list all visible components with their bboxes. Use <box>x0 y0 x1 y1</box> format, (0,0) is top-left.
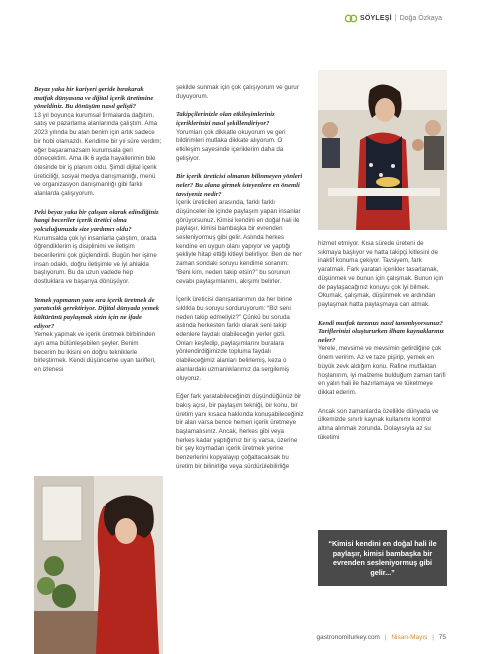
question-2: Peki beyaz yaka bir çalışan olarak edindiğiniz hangi beceriler içerik üretici olma yolculuğunuzda size yardımcı oldu? <box>34 208 159 233</box>
question-1: Beyaz yaka bir kariyeri geride bırakarak mutfak dünyasına ve dijital içerik üretimine yöneldiniz. Bu dönüşüm nasıl gelişti? <box>34 86 154 111</box>
footer-site: gastronomiturkey.com <box>316 634 380 641</box>
footer-issue: Nisan-Mayıs <box>391 634 428 641</box>
column-3 <box>318 240 446 442</box>
leaf-logo-icon <box>345 14 357 23</box>
event-photo <box>318 70 447 230</box>
page-header <box>345 14 442 23</box>
footer-separator: | <box>384 634 387 641</box>
answer-3-continued: şekilde sunmak için çok çalışıyorum ve gurur duyuyorum. <box>176 84 299 100</box>
page-number: 75 <box>438 634 446 641</box>
question-5: Bir içerik üreticisi olmanın bilinmeyen yönleri neler? Bu alana girmek isteyenlere en önemli tavsiyeniz nedir? <box>176 173 303 198</box>
answer-6: İçerik üreticisi danışanlarımın da her birine sıklıkla bu soruyu sorduruyorum: “Biz seni neden takip edmeliyiz?” Çünkü bu soruda aslında herkesten farklı olarak seni takip edenlere faydalı olabileceğin yerler gizli. Onları keşfedip, paylaşımlarını buralara yönlendirdiğimizde topluma faydalı olabileceğimiz alanları belirlemiş, keza o alanlardaki uzmanlıklarımız da sergilemiş oluyoruz. <box>176 296 293 382</box>
author-name: Doğa Özkaya <box>399 15 442 22</box>
question-3: Yemek yapmanın yanı sıra içerik üretmek de yaratıcılık gerektiriyor. Dijital dünyada yemek kültürünü paylaşmak sizin için ne ifade ediyor? <box>34 296 160 330</box>
pull-quote: “Kimisi kendini en doğal hali ile paylaşır, kimisi bambaşka bir evrenden sesleniyormuş gibi gelir...” <box>318 530 447 586</box>
answer-8: Yerele, mevsime ve mevsimin getirdiğine çok önem veririm. Az ve taze pişirip, yemek en büyük zevk aldığım konu. Rafine mutfaktan hoşlanırım, iyi malzeme bulduğum zaman tarifi en yalın hali ile hazırlamaya ve tüketmeye dikkat ederim. <box>318 345 446 396</box>
answer-9: Ancak son zamanlarda özellikle dünyada ve ülkemizde sınırlı kaynak kullanımı kontrol altına alınmak zorunda. Dolayısıyla az su tüketimi <box>318 407 439 441</box>
answer-2: Kurumsalda çok iyi insanlarla çalıştım, orada öğrendiklerim iş disiplinimi ve iletişim becerilerimi çok güçlendirdi. Bugün her işime insan odaklı, doğru iletişimle ve iyi ahlakla başlıyorum. Bu da uzun vadede hep dostluklara ve başarıya dönüşüyor. <box>34 234 157 286</box>
event-photo-illustration <box>318 70 447 230</box>
column-1 <box>34 86 162 375</box>
answer-1: 13 yıl boyunca kurumsal firmalarda dağıtım, satış ve pazarlama alanlarında çalıştım. Ama 2023 yılında bu alan benim için artık sadece bir hobi olamazdı. Kendime bir yıl süre verdim; eğer başaramazsam kurumsala geri dönecektim. Ama ilk 6 ayda hayallerimin bile ötesinde bir iş planım oldu. Şimdi dijital içerik üreticiliği, sosyal medya danışmanlığı, menü ve organizasyon danışmanlığı gibi farklı alanlarda çalışıyorum. <box>34 111 162 198</box>
question-8: Kendi mutfak tarzınızı nasıl tanımlıyorsunuz? Tariflerinizi oluştururken ilham kaynaklarınız neler? <box>318 319 444 344</box>
kitchen-photo-illustration <box>34 476 163 654</box>
footer-separator-2: | <box>432 634 434 641</box>
header-separator: | <box>394 15 397 22</box>
kitchen-photo <box>34 476 163 654</box>
answer-5: İçerik üreticileri arasında, farklı farklı düşünceler ile içinde paylaşım yapan insanlar görüyorsunuz. Kimisi kendini en doğal hali ile paylaşır, kimisi bambaşka bir evrenden sesleniyormuş gibi gelir. Aslında herkes kendine en uygun olanı yapıyor ve yaptığı şekliyle hitap ettiği kitleyi belirliyor. Ben de her zaman sondaki soruyu kendime soranım: “Beni kim, neden takip etsin?” bu sorunun cevabı paylaşımlarımı, akışımı belirler. <box>176 199 302 285</box>
page-footer <box>317 634 446 641</box>
answer-3: Yemek yapmak ve içerik üretmek birbirinden ayrı ama bütünleşebilen şeyler. Benim becerim bu ikisini en doğru tekniklerle birleştirmek. Kendi düşünceme uyan tarifleri, en izlenesi <box>34 331 156 373</box>
column-2 <box>176 84 304 472</box>
answer-7: Eğer fark yaratabileceğinizi düşündüğünüz bir bakış açısı, bir paylaşım tekniği, bir konu, bir üretim yanı kısaca hakkında konuşabileceğiniz bir alan varsa bence hemen içerik üretmeye başlamalısınız. Ancak, herkes gibi veya herkes kadar yaptığımız bir iş varsa, üzerine bir şey koymadan içerik üretmek yerine benzerlerini kopyalayıp çoğaltacaksak bu üretim bir bilinirliğe veya sürdürülebilirliğe <box>176 393 304 470</box>
question-4: Takipçilerinizle olan etkileşimleriniz içeriklerinizi nasıl şekillendiriyor? <box>176 111 275 127</box>
answer-7-continued: hizmet etmiyor. Kısa sürede üreteni de sıkmaya başlıyor ve hatta takipçi kitlesini de inaktif konuma çekiyor. Tavsiyem, fark yaratmak. Fark yaratan içerikler tasarlamak, düşünmek ve bunun için çalışmak. Bunun için de paylaşacağınız konuyu çok iyi bilmek. Okumak, çalışmak, düşünmek ve ardından paylaşmak hatta paylaşmaya can atmak. <box>318 240 444 308</box>
answer-4: Yorumları çok dikkatle okuyorum ve geri bildirimleri mutlaka dikkate alıyorum. O etkileşim sayesinde içeriklerim daha da gelişiyor. <box>176 128 286 162</box>
section-title: SÖYLEŞİ <box>360 15 392 22</box>
